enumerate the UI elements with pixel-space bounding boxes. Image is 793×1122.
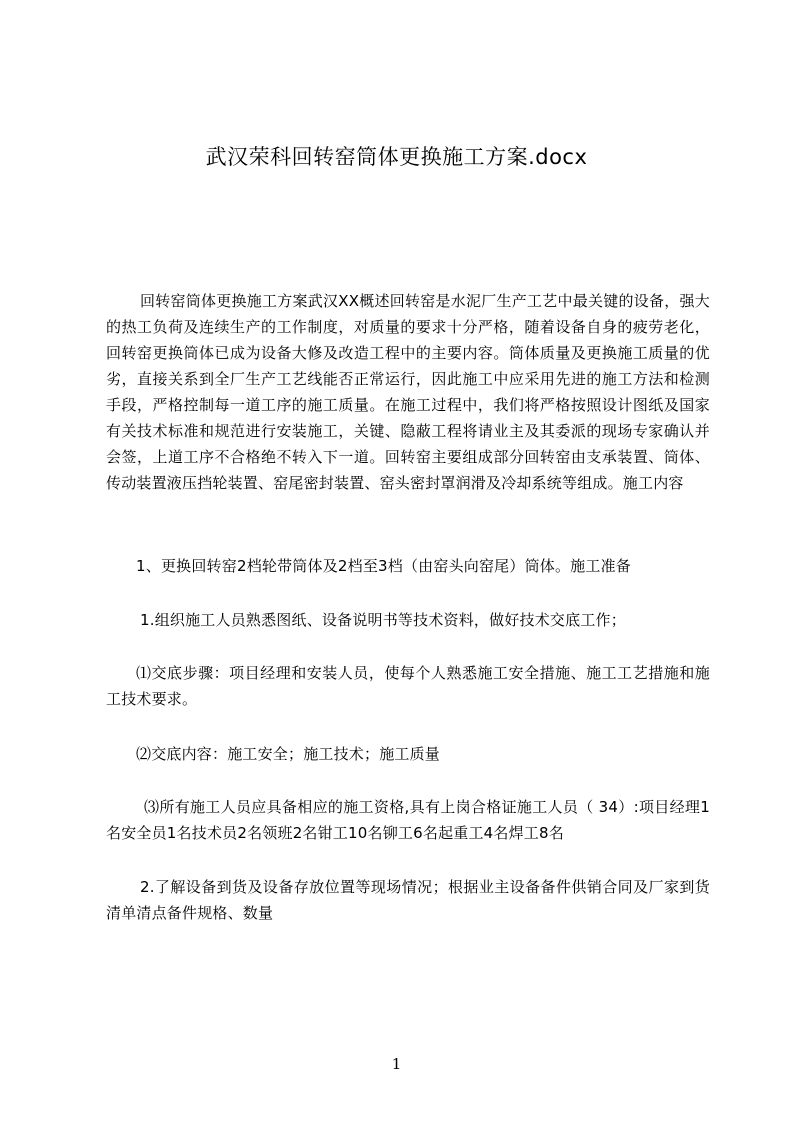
page-number: 1	[391, 1055, 402, 1073]
paragraph-preparation-1: 1.组织施工人员熟悉图纸、设备说明书等技术资料，做好技术交底工作；	[140, 611, 626, 629]
paragraph-briefing-content: ⑵交底内容：施工安全；施工技术；施工质量	[136, 745, 441, 763]
paragraph-personnel: ⑶所有施工人员应具备相应的施工资格,具有上岗合格证施工人员（ 34）:项目经理1名安全员1名技术员2名领班2名钳工10名铆工6名起重工4名焊工8名	[106, 798, 710, 842]
paragraph-briefing-steps: ⑴交底步骤：项目经理和安装人员，使每个人熟悉施工安全措施、施工工艺措施和施工技术要求。	[106, 664, 710, 708]
paragraph-preparation-2: 2.了解设备到货及设备存放位置等现场情况；根据业主设备备件供销合同及厂家到货清单清点备件规格、数量	[106, 878, 710, 922]
document-title: 武汉荣科回转窑筒体更换施工方案.docx	[205, 145, 588, 169]
paragraph-overview: 回转窑筒体更换施工方案武汉XX概述回转窑是水泥厂生产工艺中最关键的设备，强大的热工负荷及连续生产的工作制度，对质量的要求十分严格，随着设备自身的疲劳老化，回转窑更换筒体已成为设备大修及改造工程中的主要内容。筒体质量及更换施工质量的优劣，直接关系到全厂生产工艺线能否正常运行，因此施工中应采用先进的施工方法和检测手段，严格控制每一道工序的施工质量。在施工过程中，我们将严格按照设计图纸及国家有关技术标准和规范进行安装施工，关键、隐蔽工程将请业主及其委派的现场专家确认并会签，上道工序不合格绝不转入下一道。回转窑主要组成部分回转窑由支承装置、筒体、传动装置液压挡轮装置、窑尾密封装置、窑头密封罩润滑及冷却系统等组成。施工内容	[106, 292, 710, 492]
paragraph-construction-content: 1、更换回转窑2档轮带筒体及2档至3档（由窑头向窑尾）筒体。施工准备	[136, 557, 631, 575]
